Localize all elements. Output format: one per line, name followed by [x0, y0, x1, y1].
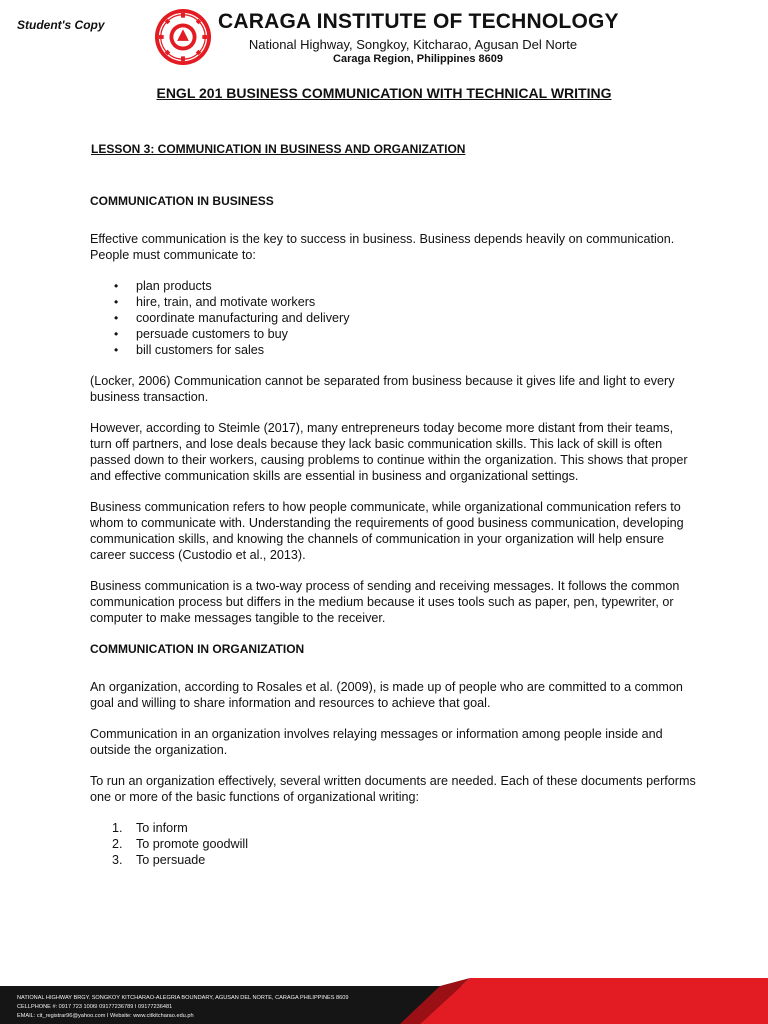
- list-item: • coordinate manufacturing and delivery: [136, 310, 696, 326]
- paragraph-rosales: An organization, according to Rosales et al. (2009), is made up of people who are committed to a common goal and willing to share information and resources to achieve that goal.: [90, 680, 683, 710]
- course-title: ENGL 201 BUSINESS COMMUNICATION WITH TECHNICAL WRITING: [156, 85, 612, 101]
- paragraph-locker: (Locker, 2006) Communication cannot be separated from business because it gives life and light to every business transaction.: [90, 374, 675, 404]
- institution-region: Caraga Region, Philippines 8609: [333, 53, 503, 65]
- institution-name: CARAGA INSTITUTE OF TECHNOLOGY: [218, 10, 619, 33]
- footer-address: NATIONAL HIGHWAY BRGY. SONGKOY KITCHARAO-ALEGRIA BOUNDARY, AGUSAN DEL NORTE, CARAGA PHILIPPINES 8609: [17, 995, 349, 1001]
- footer-phone: CELLPHONE #: 0917 723 1006I 09177236789 I 09177236481: [17, 1004, 173, 1010]
- list-item: 2. To promote goodwill: [112, 837, 249, 851]
- list-item: 1. To inform: [112, 821, 188, 835]
- paragraph-relaying: Communication in an organization involves relaying messages or information among people inside and outside the organization.: [90, 727, 663, 757]
- list-item: • hire, train, and motivate workers: [136, 294, 696, 310]
- institution-seal-icon: [154, 8, 212, 66]
- paragraph-documents: To run an organization effectively, several written documents are needed. Each of these documents performs one or more of the basic functions of organizational writing:: [90, 774, 696, 804]
- paragraph-steimle: However, according to Steimle (2017), many entrepreneurs today become more distant from their teams, turn off partners, and lose deals because they lack basic communication skills. This lack of skill is often passed down to their workers, causing problems to continue within the organization. This shows that proper and effective communication skills are essential in business and organizational settings.: [90, 421, 688, 483]
- list-item: • bill customers for sales: [136, 342, 696, 358]
- lesson-title: LESSON 3: COMMUNICATION IN BUSINESS AND ORGANIZATION: [91, 142, 466, 156]
- institution-address: National Highway, Songkoy, Kitcharao, Agusan Del Norte: [248, 37, 578, 52]
- list-item: 3. To persuade: [112, 853, 206, 867]
- footer-contact-info: [17, 994, 348, 1021]
- business-needs-list: [90, 278, 696, 358]
- list-item: • persuade customers to buy: [136, 326, 696, 342]
- paragraph-business-intro: Effective communication is the key to success in business. Business depends heavily on communication. People must communicate to:: [90, 232, 675, 262]
- paragraph-two-way: Business communication is a two-way process of sending and receiving messages. It follows the common communication process but differs in the medium because it uses tools such as paper, pen, typewriter, or computer to make messages tangible to the receiver.: [90, 579, 680, 625]
- list-item: • plan products: [136, 278, 696, 294]
- footer-email-website: EMAIL: cit_registrar96@yahoo.com I Website: www.citkitcharao.edu.ph: [17, 1013, 194, 1019]
- section-heading-organization: COMMUNICATION IN ORGANIZATION: [90, 642, 305, 656]
- document-body: [90, 193, 696, 883]
- page-footer: [0, 978, 768, 1024]
- section-heading-business: COMMUNICATION IN BUSINESS: [90, 194, 274, 208]
- paragraph-custodio: Business communication refers to how people communicate, while organizational communication refers to whom to communicate with. Understanding the requirements of good business communication, developing communication skills, and knowing the channels of communication in your organization will help ensure career success (Custodio et al., 2013).: [90, 500, 684, 562]
- students-copy-label: Student's Copy: [17, 18, 105, 32]
- writing-functions-list: [90, 820, 696, 868]
